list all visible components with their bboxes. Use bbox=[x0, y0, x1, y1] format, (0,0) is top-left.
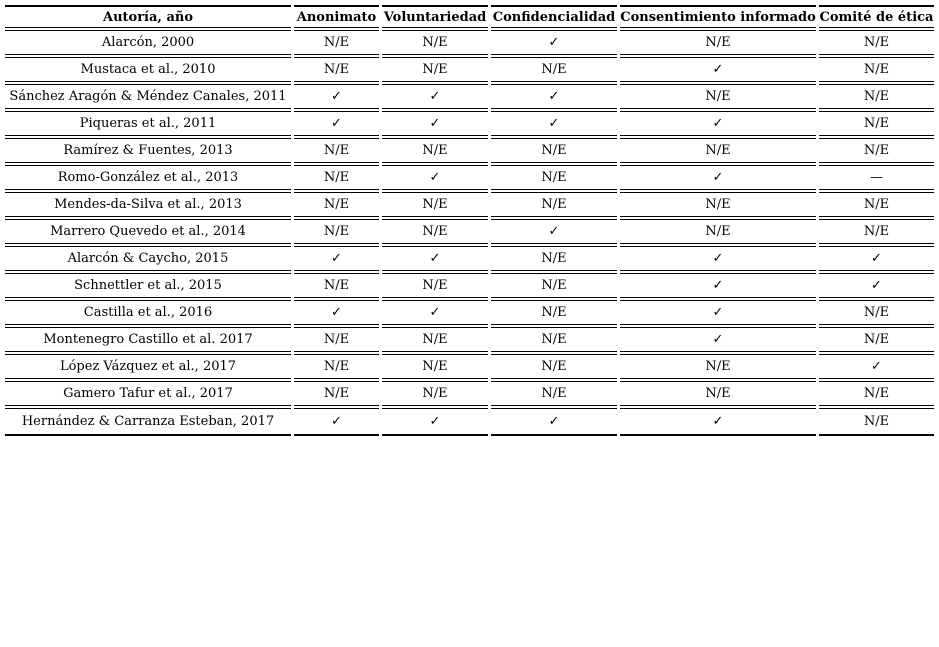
cell-ethics-committee: ✓ bbox=[819, 355, 934, 382]
cell-ethics-committee: N/E bbox=[819, 31, 934, 58]
cell-confidentiality: N/E bbox=[491, 139, 617, 166]
cell-anonymity: ✓ bbox=[294, 301, 379, 328]
cell-anonymity: N/E bbox=[294, 58, 379, 85]
cell-voluntariness: N/E bbox=[382, 220, 488, 247]
cell-authorship: Mustaca et al., 2010 bbox=[5, 58, 291, 85]
cell-confidentiality: ✓ bbox=[491, 31, 617, 58]
table-body bbox=[5, 31, 934, 436]
cell-authorship: Mendes-da-Silva et al., 2013 bbox=[5, 193, 291, 220]
cell-informed-consent: ✓ bbox=[620, 166, 816, 193]
header-confidentiality: Confidencialidad bbox=[491, 5, 617, 31]
cell-informed-consent: N/E bbox=[620, 193, 816, 220]
table-row bbox=[5, 139, 934, 166]
cell-ethics-committee: N/E bbox=[819, 301, 934, 328]
cell-authorship: Romo-González et al., 2013 bbox=[5, 166, 291, 193]
table-row bbox=[5, 301, 934, 328]
cell-authorship: Sánchez Aragón & Méndez Canales, 2011 bbox=[5, 85, 291, 112]
cell-confidentiality: ✓ bbox=[491, 112, 617, 139]
table-row bbox=[5, 355, 934, 382]
cell-anonymity: N/E bbox=[294, 31, 379, 58]
cell-anonymity: N/E bbox=[294, 328, 379, 355]
cell-voluntariness: N/E bbox=[382, 139, 488, 166]
cell-ethics-committee: N/E bbox=[819, 85, 934, 112]
cell-ethics-committee: N/E bbox=[819, 193, 934, 220]
cell-authorship: Alarcón, 2000 bbox=[5, 31, 291, 58]
cell-informed-consent: N/E bbox=[620, 139, 816, 166]
cell-ethics-committee: N/E bbox=[819, 112, 934, 139]
cell-ethics-committee: N/E bbox=[819, 409, 934, 436]
table-row bbox=[5, 409, 934, 436]
cell-confidentiality: ✓ bbox=[491, 85, 617, 112]
header-anonymity: Anonimato bbox=[294, 5, 379, 31]
table-row bbox=[5, 328, 934, 355]
cell-confidentiality: ✓ bbox=[491, 220, 617, 247]
cell-anonymity: ✓ bbox=[294, 85, 379, 112]
cell-confidentiality: N/E bbox=[491, 301, 617, 328]
cell-confidentiality: N/E bbox=[491, 328, 617, 355]
cell-anonymity: N/E bbox=[294, 355, 379, 382]
table-row bbox=[5, 58, 934, 85]
cell-confidentiality: N/E bbox=[491, 274, 617, 301]
cell-informed-consent: N/E bbox=[620, 220, 816, 247]
header-informed-consent: Consentimiento informado bbox=[620, 5, 816, 31]
cell-confidentiality: N/E bbox=[491, 247, 617, 274]
cell-anonymity: ✓ bbox=[294, 247, 379, 274]
cell-voluntariness: N/E bbox=[382, 31, 488, 58]
cell-informed-consent: ✓ bbox=[620, 328, 816, 355]
header-ethics-committee: Comité de ética bbox=[819, 5, 934, 31]
cell-informed-consent: N/E bbox=[620, 355, 816, 382]
cell-authorship: Ramírez & Fuentes, 2013 bbox=[5, 139, 291, 166]
cell-voluntariness: ✓ bbox=[382, 409, 488, 436]
cell-ethics-committee: ✓ bbox=[819, 274, 934, 301]
cell-informed-consent: N/E bbox=[620, 382, 816, 409]
table-row bbox=[5, 220, 934, 247]
header-voluntariness: Voluntariedad bbox=[382, 5, 488, 31]
table-row bbox=[5, 274, 934, 301]
cell-anonymity: N/E bbox=[294, 274, 379, 301]
cell-anonymity: ✓ bbox=[294, 409, 379, 436]
table-row bbox=[5, 193, 934, 220]
cell-informed-consent: ✓ bbox=[620, 58, 816, 85]
table-row bbox=[5, 31, 934, 58]
cell-voluntariness: ✓ bbox=[382, 112, 488, 139]
cell-informed-consent: ✓ bbox=[620, 112, 816, 139]
cell-voluntariness: ✓ bbox=[382, 166, 488, 193]
cell-voluntariness: N/E bbox=[382, 382, 488, 409]
cell-anonymity: N/E bbox=[294, 139, 379, 166]
table-row bbox=[5, 247, 934, 274]
cell-authorship: Schnettler et al., 2015 bbox=[5, 274, 291, 301]
cell-authorship: Castilla et al., 2016 bbox=[5, 301, 291, 328]
cell-informed-consent: ✓ bbox=[620, 409, 816, 436]
table-row bbox=[5, 112, 934, 139]
table-row bbox=[5, 166, 934, 193]
cell-authorship: Hernández & Carranza Esteban, 2017 bbox=[5, 409, 291, 436]
cell-confidentiality: ✓ bbox=[491, 409, 617, 436]
cell-anonymity: ✓ bbox=[294, 112, 379, 139]
cell-voluntariness: ✓ bbox=[382, 247, 488, 274]
cell-confidentiality: N/E bbox=[491, 382, 617, 409]
cell-anonymity: N/E bbox=[294, 220, 379, 247]
ethics-table bbox=[2, 5, 937, 436]
cell-ethics-committee: — bbox=[819, 166, 934, 193]
cell-anonymity: N/E bbox=[294, 382, 379, 409]
cell-confidentiality: N/E bbox=[491, 58, 617, 85]
cell-authorship: Gamero Tafur et al., 2017 bbox=[5, 382, 291, 409]
cell-confidentiality: N/E bbox=[491, 166, 617, 193]
cell-confidentiality: N/E bbox=[491, 193, 617, 220]
cell-voluntariness: N/E bbox=[382, 328, 488, 355]
header-row bbox=[5, 5, 934, 31]
cell-authorship: Montenegro Castillo et al. 2017 bbox=[5, 328, 291, 355]
cell-confidentiality: N/E bbox=[491, 355, 617, 382]
table-row bbox=[5, 382, 934, 409]
cell-voluntariness: ✓ bbox=[382, 301, 488, 328]
cell-ethics-committee: N/E bbox=[819, 328, 934, 355]
cell-authorship: López Vázquez et al., 2017 bbox=[5, 355, 291, 382]
cell-voluntariness: N/E bbox=[382, 274, 488, 301]
cell-anonymity: N/E bbox=[294, 193, 379, 220]
cell-authorship: Piqueras et al., 2011 bbox=[5, 112, 291, 139]
header-authorship: Autoría, año bbox=[5, 5, 291, 31]
cell-ethics-committee: N/E bbox=[819, 220, 934, 247]
cell-voluntariness: N/E bbox=[382, 58, 488, 85]
cell-informed-consent: N/E bbox=[620, 85, 816, 112]
cell-informed-consent: ✓ bbox=[620, 301, 816, 328]
cell-authorship: Alarcón & Caycho, 2015 bbox=[5, 247, 291, 274]
cell-ethics-committee: N/E bbox=[819, 58, 934, 85]
table-row bbox=[5, 85, 934, 112]
cell-informed-consent: ✓ bbox=[620, 274, 816, 301]
cell-ethics-committee: N/E bbox=[819, 139, 934, 166]
cell-authorship: Marrero Quevedo et al., 2014 bbox=[5, 220, 291, 247]
cell-voluntariness: N/E bbox=[382, 193, 488, 220]
cell-informed-consent: ✓ bbox=[620, 247, 816, 274]
cell-voluntariness: N/E bbox=[382, 355, 488, 382]
cell-voluntariness: ✓ bbox=[382, 85, 488, 112]
cell-ethics-committee: N/E bbox=[819, 382, 934, 409]
cell-ethics-committee: ✓ bbox=[819, 247, 934, 274]
cell-anonymity: N/E bbox=[294, 166, 379, 193]
cell-informed-consent: N/E bbox=[620, 31, 816, 58]
